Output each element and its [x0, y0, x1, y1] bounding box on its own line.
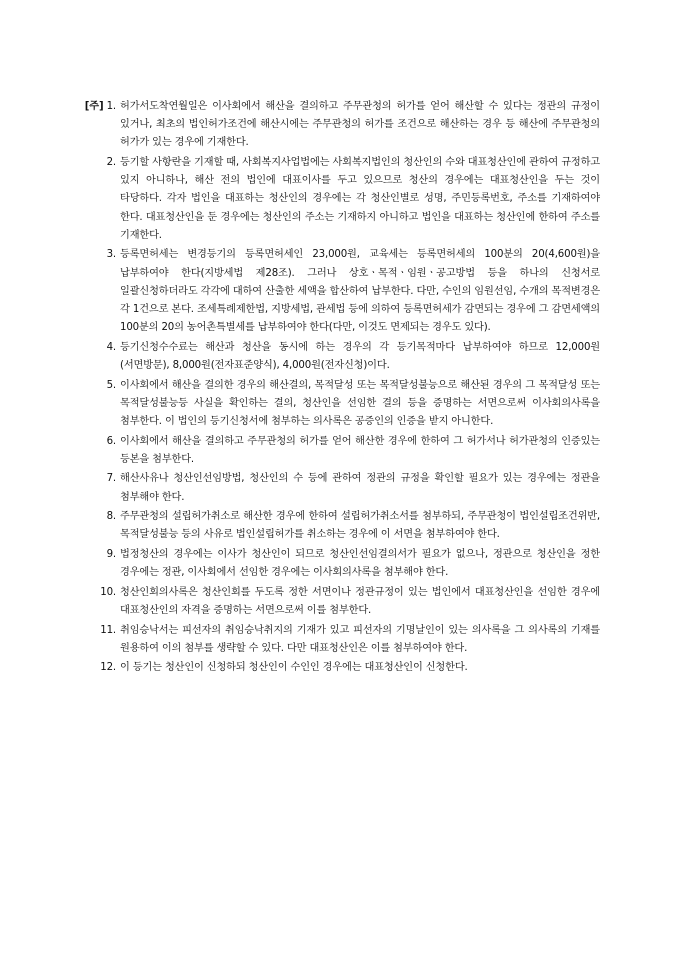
- note-item-11: [80, 622, 600, 658]
- note-number: 7.: [106, 473, 116, 485]
- note-number: 6.: [106, 435, 116, 447]
- note-item-9: [80, 546, 600, 582]
- note-item-4: [80, 339, 600, 375]
- note-item-3: [80, 246, 600, 337]
- note-text: 해산사유나 청산인선임방법, 청산인의 수 등에 관하여 정관의 규정을 확인할 필요가 있는 경우에는 정관을 첨부해야 한다.: [120, 473, 600, 503]
- notes-prefix: [주]: [84, 101, 104, 112]
- note-number: 4.: [106, 341, 116, 353]
- note-text: 등기신청수수료는 해산과 청산을 동시에 하는 경우의 각 등기목적마다 납부하여야 하므로 12,000원(서면방문), 8,000원(전자표준양식), 4,000원(전자신청)이다.: [120, 341, 600, 372]
- note-number: 10.: [100, 586, 116, 598]
- note-number: 11.: [100, 624, 116, 636]
- note-text: 이 등기는 청산인이 신청하되 청산인이 수인인 경우에는 대표청산인이 신청한다.: [120, 662, 468, 674]
- note-item-2: [80, 154, 600, 245]
- note-text: 청산인회의사록은 청산인회를 두도록 정한 서면이나 정관규정이 있는 법인에서 대표청산인을 선임한 경우에 대표청산인의 자격을 증명하는 서면으로써 이를 첨부한다.: [120, 586, 600, 616]
- note-number: 2.: [106, 157, 116, 168]
- note-item-12: [80, 659, 600, 677]
- note-text: 이사회에서 해산을 결의한 경우의 해산결의, 목적달성 또는 목적달성불능으로 해산된 경우의 그 목적달성 또는 목적달성불능등 사실을 확인하는 결의, 청산인을 선임한 결의 등을 증명하는 서면으로써 이사회의사록을 첨부한다. 이 법인의 등기신청서에 첨부하는 의사록은 공증인의 인증을 받지 아니한다.: [120, 379, 600, 428]
- note-number: [주] 1.: [84, 101, 116, 112]
- note-item-1: [80, 98, 600, 153]
- note-text: 허가서도착연월일은 이사회에서 해산을 결의하고 주무관청의 허가를 얻어 해산할 수 있다는 정관의 규정이 있거나, 최초의 법인허가조건에 해산시에는 주무관청의 허가를 조건으로 해산하는 경우 등 해산에 주무관청의 허가가 있는 경우에 기재한다.: [120, 101, 600, 149]
- note-item-10: [80, 584, 600, 620]
- note-item-5: [80, 377, 600, 432]
- note-number: 12.: [100, 662, 116, 674]
- note-number: 8.: [106, 511, 116, 523]
- note-item-8: [80, 508, 600, 544]
- note-number: 3.: [106, 249, 116, 261]
- note-text: 법정청산의 경우에는 이사가 청산인이 되므로 청산인선임결의서가 필요가 없으나, 정관으로 청산인을 정한 경우에는 정관, 이사회에서 선임한 경우에는 이사회의사록을 첨부해야 한다.: [120, 549, 600, 579]
- note-text: 등기할 사항란을 기재할 때, 사회복지사업법에는 사회복지법인의 청산인의 수와 대표청산인에 관하여 규정하고 있지 아니하나, 해산 전의 법인에 대표이사를 두고 있으므로 청산의 경우에는 대표청산인을 두는 것이 타당하다. 각자 법인을 대표하는 청산인의 경우에는 각 청산인별로 성명, 주민등록번호, 주소를 기재하여야 한다. 대표청산인을 둔 경우에는 청산인의 주소는 기재하지 아니하고 법인을 대표하는 청산인에 한하여 주소를 기재한다.: [120, 157, 600, 241]
- note-text: 주무관청의 설립허가취소로 해산한 경우에 한하여 설립허가취소서를 첨부하되, 주무관청이 법인설립조건위반, 목적달성불능 등의 사유로 법인설립허가를 취소하는 경우에 이 서면을 첨부하여야 한다.: [120, 511, 600, 541]
- note-number: 5.: [106, 379, 116, 391]
- note-number: 9.: [106, 549, 116, 560]
- note-text: 등록면허세는 변경등기의 등록면허세인 23,000원, 교육세는 등록면허세의 100분의 20(4,600원)을 납부하여야 한다(지방세법 제28조). 그러나 상호ㆍ목적ㆍ임원ㆍ공고방법 등을 하나의 신청서로 일괄신청하더라도 각각에 대하여 산출한 세액을 합산하여 납부한다. 다만, 수인의 임원선임, 수개의 목적변경은 각 1건으로 본다. 조세특례제한법, 지방세법, 관세법 등에 의하여 등록면허세가 감면되는 경우에 그 감면세액의 100분의 20의 농어촌특별세를 납부하여야 한다(다만, 이것도 면제되는 경우도 있다).: [120, 249, 600, 334]
- note-text: 이사회에서 해산을 결의하고 주무관청의 허가를 얻어 해산한 경우에 한하여 그 허가서나 허가관청의 인증있는 등본을 첨부한다.: [120, 435, 600, 465]
- note-item-6: [80, 433, 600, 469]
- note-text: 취임승낙서는 피선자의 취임승낙취지의 기재가 있고 피선자의 기명날인이 있는 의사록을 그 의사록의 기재를 원용하여 이의 첨부를 생략할 수 있다. 다만 대표청산인은 이를 첨부하여야 한다.: [120, 624, 600, 654]
- note-item-7: [80, 470, 600, 506]
- notes-list: [80, 98, 600, 679]
